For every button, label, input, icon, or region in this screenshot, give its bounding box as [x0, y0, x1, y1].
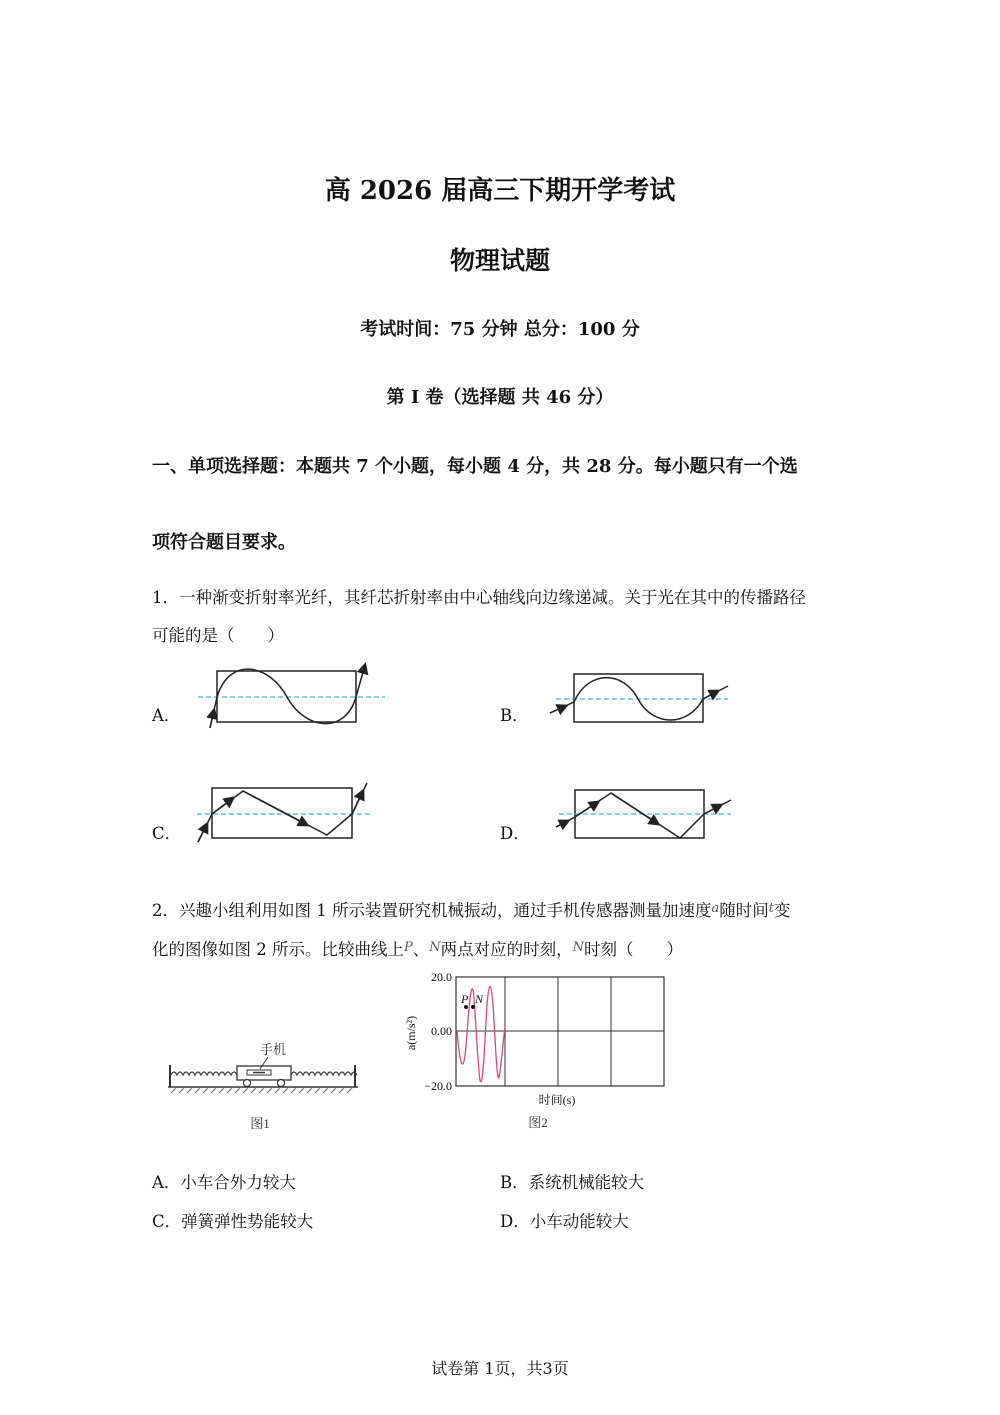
var-t: t [768, 901, 774, 916]
q2-option-c: C．弹簧弹性势能较大 [152, 1212, 314, 1231]
y-tick-mid: 0.00 [431, 1024, 452, 1038]
q2-stem-line2-d: 时刻（ ） [584, 940, 683, 959]
point-p-label: P [461, 992, 469, 1006]
q2-stem-line2-b: 、 [412, 940, 430, 959]
q2-option-d: D．小车动能较大 [500, 1212, 629, 1231]
q2-figure1 [165, 1035, 365, 1135]
q1-option-d-figure [553, 785, 735, 843]
subject-title: 物理试题 [449, 246, 550, 275]
y-tick-top: 20.0 [431, 970, 452, 984]
q2-stem-line1-c: 变 [774, 901, 791, 920]
q2-option-a: A．小车合外力较大 [152, 1173, 296, 1192]
q1-stem-line2: 可能的是（ ） [152, 626, 284, 645]
q1-option-a-figure [195, 660, 390, 735]
q2-stem-line2-c: 两点对应的时刻， [440, 940, 573, 959]
q2-stem-line1-b: 随时间 [719, 901, 769, 920]
q1-stem-line1: 1．一种渐变折射率光纤，其纤芯折射率由中心轴线向边缘递减。关于光在其中的传播路径 [152, 588, 806, 607]
q2-stem-line2 [152, 936, 683, 960]
q1-option-c-figure [195, 780, 375, 845]
phone-label: 手机 [259, 1042, 287, 1057]
section-heading-line2: 项符合题目要求。 [152, 532, 296, 553]
q2-figure2-chart [395, 965, 675, 1135]
q2-option-b: B．系统机械能较大 [500, 1173, 645, 1192]
y-axis-label: a(m/s²) [404, 1015, 418, 1051]
var-n2: N [572, 940, 584, 955]
section-heading-line1: 一、单项选择题：本题共 7 个小题，每小题 4 分，共 28 分。每小题只有一个选 [152, 456, 798, 477]
y-tick-bottom: −20.0 [424, 1079, 452, 1093]
x-axis-label: 时间(s) [538, 1093, 576, 1107]
var-n: N [429, 940, 441, 955]
var-p: P [404, 940, 413, 955]
exam-info: 考试时间：75 分钟 总分：100 分 [360, 319, 640, 340]
q2-stem-line2-a: 化的图像如图 2 所示。比较曲线上 [152, 940, 404, 959]
page-footer: 试卷第 1页，共3页 [431, 1359, 569, 1378]
exam-title: 高 2026 届高三下期开学考试 [324, 176, 676, 206]
volume-title: 第 I 卷（选择题 共 46 分） [386, 387, 614, 408]
q1-option-b-label: B． [500, 706, 529, 725]
q1-option-a-label: A． [152, 706, 181, 725]
point-n-label: N [475, 992, 484, 1006]
q2-stem-line1 [152, 897, 791, 921]
figure2-caption: 图2 [528, 1115, 548, 1130]
figure1-caption: 图1 [250, 1116, 270, 1131]
q2-stem-line1-a: 2．兴趣小组利用如图 1 所示装置研究机械振动，通过手机传感器测量加速度 [152, 901, 712, 920]
q1-option-d-label: D． [500, 824, 530, 843]
q1-option-c-label: C． [152, 824, 182, 843]
q1-option-b-figure [548, 665, 733, 727]
var-a: a [711, 901, 720, 916]
